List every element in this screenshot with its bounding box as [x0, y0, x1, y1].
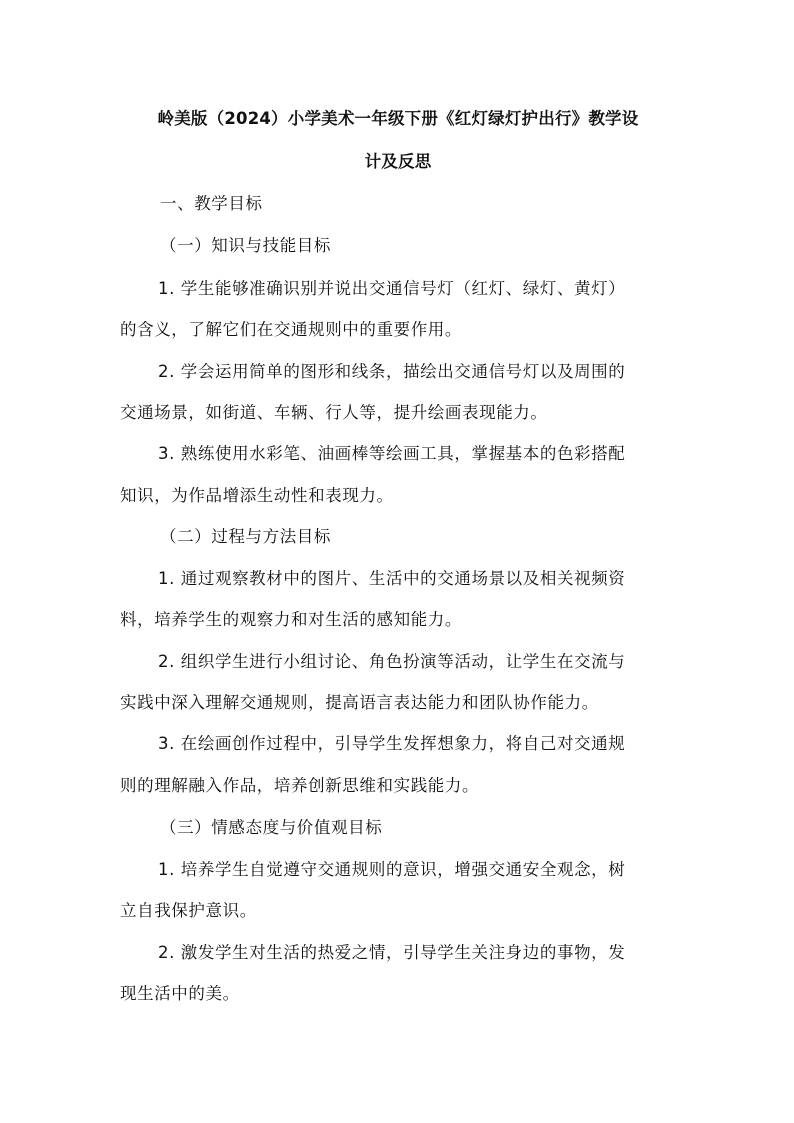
paragraph-1-line2: 的含义，了解它们在交通规则中的重要作用。	[120, 320, 462, 339]
paragraph-2-line2: 交通场景，如街道、车辆、行人等，提升绘画表现能力。	[120, 403, 548, 422]
paragraph-8-line1: 2. 激发学生对生活的热爱之情，引导学生关注身边的事物，发	[158, 943, 626, 962]
document-title-line1: 岭美版（2024）小学美术一年级下册《红灯绿灯护出行》教学设	[157, 109, 639, 128]
paragraph-1-line1: 1. 学生能够准确识别并说出交通信号灯（红灯、绿灯、黄灯）	[158, 279, 626, 298]
paragraph-4-line2: 料，培养学生的观察力和对生活的感知能力。	[120, 610, 462, 629]
paragraph-4-line1: 1. 通过观察教材中的图片、生活中的交通场景以及相关视频资	[158, 569, 626, 588]
paragraph-3-line2: 知识，为作品增添生动性和表现力。	[120, 486, 394, 505]
paragraph-5-line1: 2. 组织学生进行小组讨论、角色扮演等活动，让学生在交流与	[158, 652, 626, 671]
paragraph-5-line2: 实践中深入理解交通规则，提高语言表达能力和团队协作能力。	[120, 693, 599, 712]
paragraph-7-line1: 1. 培养学生自觉遵守交通规则的意识，增强交通安全观念，树	[158, 860, 626, 879]
document-title-line2: 计及反思	[364, 152, 432, 171]
paragraph-3-line1: 3. 熟练使用水彩笔、油画棒等绘画工具，掌握基本的色彩搭配	[158, 444, 626, 463]
section-heading-teaching-goals: 一、教学目标	[160, 194, 263, 213]
subsection-heading-emotion-values: （三）情感态度与价值观目标	[160, 818, 383, 837]
paragraph-8-line2: 现生活中的美。	[120, 984, 240, 1003]
paragraph-2-line1: 2. 学会运用简单的图形和线条，描绘出交通信号灯以及周围的	[158, 362, 626, 381]
subsection-heading-knowledge-skills: （一）知识与技能目标	[160, 236, 331, 255]
subsection-heading-process-methods: （二）过程与方法目标	[160, 527, 331, 546]
paragraph-6-line2: 则的理解融入作品，培养创新思维和实践能力。	[120, 776, 480, 795]
paragraph-6-line1: 3. 在绘画创作过程中，引导学生发挥想象力，将自己对交通规	[158, 734, 626, 753]
paragraph-7-line2: 立自我保护意识。	[120, 901, 257, 920]
